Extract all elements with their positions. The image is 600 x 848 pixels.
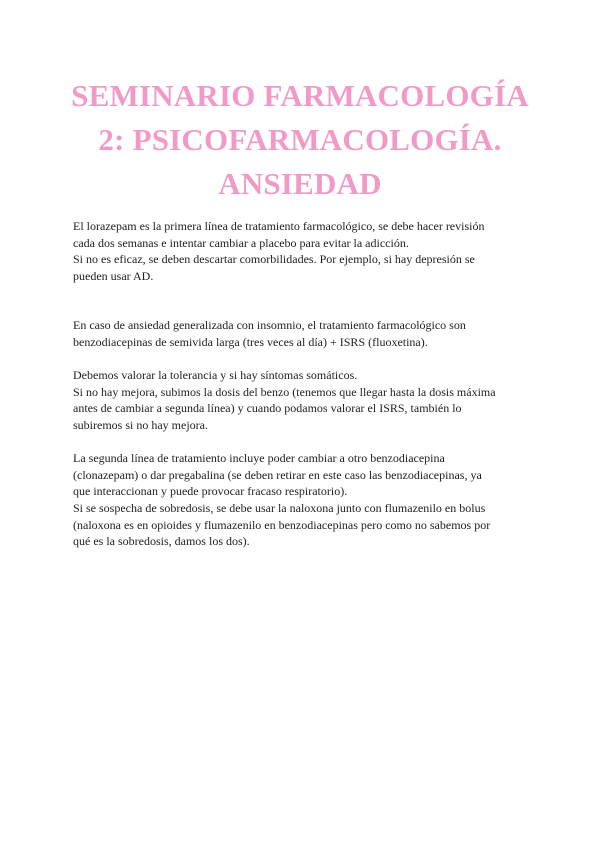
paragraph-lorazepam [73, 218, 533, 284]
title-line: 2: PSICOFARMACOLOGÍA. [98, 122, 502, 157]
document-body [73, 218, 533, 550]
title-line: SEMINARIO FARMACOLOGÍA [71, 78, 529, 113]
text-line: pueden usar AD. [73, 268, 154, 283]
text-line: Si se sospecha de sobredosis, se debe usar la naloxona junto con flumazenilo en bolus [73, 500, 486, 515]
paragraph-ansiedad-generalizada [73, 317, 533, 350]
text-line: benzodiacepinas de semivida larga (tres veces al día) + ISRS (fluoxetina). [73, 334, 428, 349]
text-line: que interaccionan y puede provocar fracaso respiratorio). [73, 484, 348, 499]
text-line: Si no es eficaz, se deben descartar comorbilidades. Por ejemplo, si hay depresión se [73, 252, 475, 267]
text-line: cada dos semanas e intentar cambiar a placebo para evitar la adicción. [73, 235, 409, 250]
text-line: Si no hay mejora, subimos la dosis del benzo (tenemos que llegar hasta la dosis máxima [73, 384, 496, 399]
text-line: (naloxona es en opioides y flumazenilo en benzodiacepinas pero como no sabemos por [73, 517, 491, 532]
text-line: subiremos si no hay mejora. [73, 417, 208, 432]
text-line: qué es la sobredosis, damos los dos). [73, 534, 250, 549]
text-line: En caso de ansiedad generalizada con insomnio, el tratamiento farmacológico son [73, 318, 466, 333]
document-title [60, 74, 540, 206]
text-line: El lorazepam es la primera línea de tratamiento farmacológico, se debe hacer revisión [73, 219, 485, 233]
paragraph-tolerancia [73, 367, 533, 433]
text-line: La segunda línea de tratamiento incluye poder cambiar a otro benzodiacepina [73, 451, 445, 466]
text-line: Debemos valorar la tolerancia y si hay síntomas somáticos. [73, 368, 358, 383]
text-line: antes de cambiar a segunda línea) y cuando podamos valorar el ISRS, también lo [73, 401, 462, 416]
paragraph-segunda-linea [73, 450, 533, 550]
text-line: (clonazepam) o dar pregabalina (se deben retirar en este caso las benzodiacepinas, ya [73, 467, 482, 482]
title-line: ANSIEDAD [218, 166, 382, 201]
